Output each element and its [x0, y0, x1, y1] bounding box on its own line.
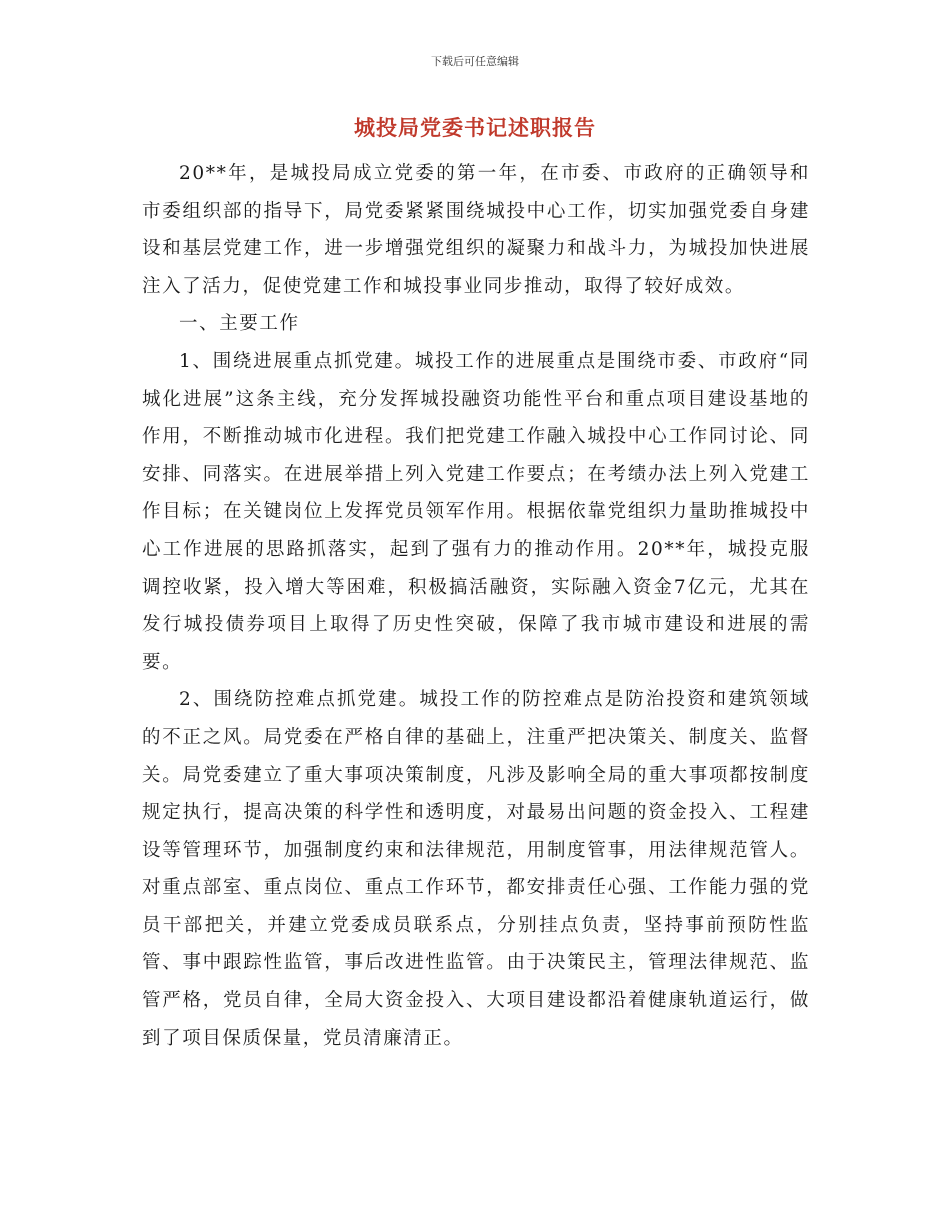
paragraph-prevention-control: 2、围绕防控难点抓党建。城投工作的防控难点是防治投资和建筑领域的不正之风。局党委在严格自律的基础上，注重严把决策关、制度关、监督关。局党委建立了重大事项决策制度，凡涉及影响全局的重大事项都按制度规定执行，提高决策的科学性和透明度，对最易出问题的资金投入、工程建设等管理环节，加强制度约束和法律规范，用制度管事，用法律规范管人。对重点部室、重点岗位、重点工作环节，都安排责任心强、工作能力强的党员干部把关，并建立党委成员联系点，分别挂点负责，坚持事前预防性监管、事中跟踪性监管，事后改进性监管。由于决策民主，管理法律规范、监管严格，党员自律，全局大资金投入、大项目建设都沿着健康轨道运行，做到了项目保质保量，党员清廉清正。 [142, 689, 810, 1049]
document-title: 城投局党委书记述职报告 [354, 116, 596, 140]
paragraph-development-focus: 1、围绕进展重点抓党建。城投工作的进展重点是围绕市委、市政府“同城化进展”这条主线，充分发挥城投融资功能性平台和重点项目建设基地的作用，不断推动城市化进程。我们把党建工作融入城投中心工作同讨论、同安排、同落实。在进展举措上列入党建工作要点；在考绩办法上列入党建工作目标；在关键岗位上发挥党员领军作用。根据依靠党组织力量助推城投中心工作进展的思路抓落实，起到了强有力的推动作用。20**年，城投克服调控收紧，投入增大等困难，积极搞活融资，实际融入资金7亿元，尤其在发行城投债券项目上取得了历史性突破，保障了我市城市建设和进展的需要。 [142, 350, 810, 673]
section-heading-main-work: 一、主要工作 [179, 313, 300, 335]
page-header-note: 下载后可任意编辑 [431, 55, 519, 68]
document-body [142, 155, 810, 1057]
intro-paragraph: 20**年，是城投局成立党委的第一年，在市委、市政府的正确领导和市委组织部的指导下，局党委紧紧围绕城投中心工作，切实加强党委自身建设和基层党建工作，进一步增强党组织的凝聚力和战斗力，为城投加快进展注入了活力，促使党建工作和城投事业同步推动，取得了较好成效。 [142, 163, 810, 297]
